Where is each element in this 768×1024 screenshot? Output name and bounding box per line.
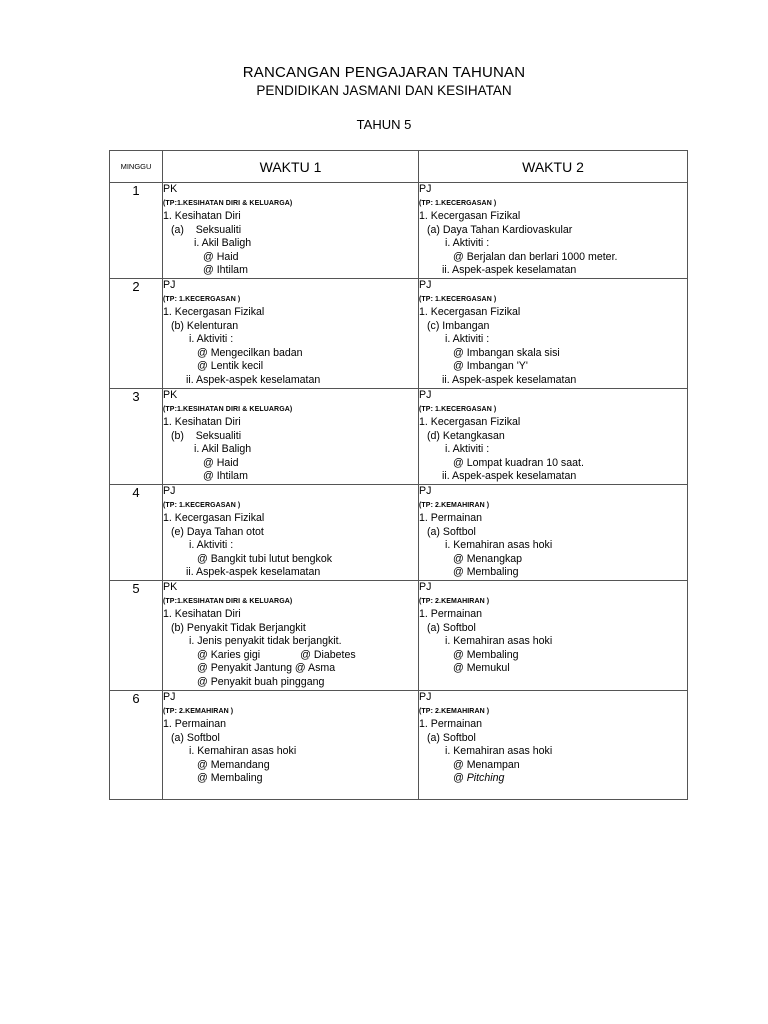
lesson-line: 1. Kecergasan Fizikal [419, 416, 521, 428]
week-number: 5 [110, 581, 163, 691]
lesson-line: @ Imbangan 'Y' [453, 360, 528, 373]
lesson-tp: (TP: 1.KECERGASAN ) [419, 295, 497, 303]
lesson-line: @ Penyakit Jantung @ Asma [197, 662, 336, 675]
table-header-row [110, 151, 688, 183]
lesson-line: i. Kemahiran asas hoki [445, 539, 553, 552]
lesson-line: @ Mengecilkan badan [197, 346, 303, 359]
table-row [110, 581, 688, 691]
lesson-type: PJ [419, 279, 432, 291]
lesson-line: i. Aktiviti : [445, 237, 490, 250]
lesson-tp: (TP: 2.KEMAHIRAN ) [163, 707, 234, 715]
lesson-line: i. Aktiviti : [189, 539, 234, 552]
lesson-line: ii. Aspek-aspek keselamatan [442, 470, 577, 483]
lesson-line: 1. Kesihatan Diri [163, 608, 241, 620]
lesson-tp: (TP:1.KESIHATAN DIRI & KELUARGA) [163, 597, 293, 605]
lesson-line: i. Kemahiran asas hoki [445, 635, 553, 648]
lesson-line: 1. Kecergasan Fizikal [163, 306, 265, 318]
lesson-line: 1. Permainan [419, 512, 483, 524]
lesson-line: @ Lompat kuadran 10 saat. [453, 456, 584, 469]
lesson-tp: (TP:1.KESIHATAN DIRI & KELUARGA) [163, 405, 293, 413]
lesson-type: PJ [163, 691, 176, 703]
lesson-line: (a) Seksualiti [171, 223, 242, 236]
table-row [110, 183, 688, 279]
lesson-line: (b) Kelenturan [171, 319, 239, 332]
lesson-line: (a) Daya Tahan Kardiovaskular [427, 223, 573, 236]
lesson-line: @ Bangkit tubi lutut bengkok [197, 552, 333, 565]
lesson-line: (a) Softbol [427, 731, 476, 744]
page-subtitle: PENDIDIKAN JASMANI DAN KESIHATAN [256, 83, 512, 98]
lesson-line: (e) Daya Tahan otot [171, 525, 264, 538]
waktu-2-cell [419, 183, 688, 279]
lesson-line: (c) Imbangan [427, 319, 490, 332]
lesson-line: @ Lentik kecil [197, 360, 264, 373]
lesson-line: (b) Seksualiti [171, 429, 242, 442]
lesson-line: @ Imbangan skala sisi [453, 346, 560, 359]
lesson-line: @ Memukul [453, 662, 510, 675]
lesson-line: i. Kemahiran asas hoki [445, 745, 553, 758]
lesson-line: 1. Kecergasan Fizikal [419, 210, 521, 222]
lesson-line: @ Membaling [197, 772, 263, 785]
week-number: 4 [110, 485, 163, 581]
lesson-tp: (TP: 1.KECERGASAN ) [419, 199, 497, 207]
lesson-line: @ Berjalan dan berlari 1000 meter. [453, 250, 618, 263]
lesson-line: @ Membaling [453, 566, 519, 579]
header-waktu-1: WAKTU 1 [163, 151, 419, 183]
lesson-line: ii. Aspek-aspek keselamatan [442, 373, 577, 386]
lesson-line: i. Jenis penyakit tidak berjangkit. [189, 635, 342, 648]
lesson-type: PK [163, 183, 178, 195]
table-row [110, 389, 688, 485]
lesson-line: 1. Permainan [163, 718, 227, 730]
lesson-line: (d) Ketangkasan [427, 429, 505, 442]
lesson-line: ii. Aspek-aspek keselamatan [442, 264, 577, 277]
waktu-1-cell [163, 581, 419, 691]
lesson-line: i. Akil Baligh [194, 443, 252, 456]
waktu-2-cell [419, 485, 688, 581]
lesson-line: @ Haid [203, 456, 239, 469]
lesson-type: PK [163, 581, 178, 593]
waktu-2-cell [419, 581, 688, 691]
page-title: RANCANGAN PENGAJARAN TAHUNAN [242, 64, 526, 81]
lesson-line: ii. Aspek-aspek keselamatan [186, 373, 321, 386]
lesson-line: @ Ihtilam [203, 264, 248, 277]
lesson-tp: (TP: 1.KECERGASAN ) [419, 405, 497, 413]
waktu-1-cell [163, 389, 419, 485]
lesson-line: ii. Aspek-aspek keselamatan [186, 566, 321, 579]
lesson-line: @ Menangkap [453, 552, 523, 565]
waktu-1-cell [163, 183, 419, 279]
lesson-line: @ Membaling [453, 648, 519, 661]
lesson-type: PJ [419, 485, 432, 497]
lesson-type: PJ [163, 279, 176, 291]
lesson-line: @ Menampan [453, 758, 520, 771]
lesson-type: PJ [419, 389, 432, 401]
week-number: 2 [110, 279, 163, 389]
lesson-line: 1. Permainan [419, 608, 483, 620]
lesson-line: (a) Softbol [171, 731, 220, 744]
lesson-line: i. Akil Baligh [194, 237, 252, 250]
lesson-type: PJ [419, 581, 432, 593]
lesson-tp: (TP: 2.KEMAHIRAN ) [419, 597, 490, 605]
lesson-line: i. Aktiviti : [445, 443, 490, 456]
lesson-line: @ Ihtilam [203, 470, 248, 483]
lesson-line: @ Haid [203, 250, 239, 263]
lesson-line: 1. Kecergasan Fizikal [419, 306, 521, 318]
lesson-type: PK [163, 389, 178, 401]
waktu-1-cell [163, 691, 419, 800]
page-year: TAHUN 5 [356, 117, 412, 132]
header-minggu: MINGGU [110, 151, 163, 183]
lesson-tp: (TP: 2.KEMAHIRAN ) [419, 501, 490, 509]
lesson-line: 1. Permainan [419, 718, 483, 730]
table-row [110, 691, 688, 800]
waktu-2-cell [419, 691, 688, 800]
lesson-type: PJ [419, 691, 432, 703]
lesson-tp: (TP: 1.KECERGASAN ) [163, 295, 241, 303]
week-number: 3 [110, 389, 163, 485]
week-number: 1 [110, 183, 163, 279]
lesson-line: i. Aktiviti : [445, 333, 490, 346]
lesson-line: 1. Kesihatan Diri [163, 416, 241, 428]
table-row [110, 485, 688, 581]
lesson-line: (b) Penyakit Tidak Berjangkit [171, 621, 306, 634]
waktu-2-cell [419, 389, 688, 485]
lesson-type: PJ [163, 485, 176, 497]
lesson-line: i. Aktiviti : [189, 333, 234, 346]
week-number: 6 [110, 691, 163, 800]
lesson-item: @ Karies gigi [197, 648, 261, 661]
lesson-type: PJ [419, 183, 432, 195]
lesson-line: @ Memandang [197, 758, 270, 771]
lesson-line: @ Pitching [453, 772, 505, 785]
teaching-plan-table [109, 150, 688, 800]
lesson-line: 1. Kesihatan Diri [163, 210, 241, 222]
waktu-1-cell [163, 279, 419, 389]
lesson-line [163, 649, 418, 663]
lesson-line: (a) Softbol [427, 525, 476, 538]
table-row [110, 279, 688, 389]
header-waktu-2: WAKTU 2 [419, 151, 688, 183]
waktu-1-cell [163, 485, 419, 581]
lesson-line: @ Penyakit buah pinggang [197, 675, 325, 688]
waktu-2-cell [419, 279, 688, 389]
lesson-line: (a) Softbol [427, 621, 476, 634]
lesson-tp: (TP: 2.KEMAHIRAN ) [419, 707, 490, 715]
lesson-item: @ Diabetes [300, 648, 356, 661]
lesson-line: i. Kemahiran asas hoki [189, 745, 297, 758]
lesson-tp: (TP:1.KESIHATAN DIRI & KELUARGA) [163, 199, 293, 207]
lesson-tp: (TP: 1.KECERGASAN ) [163, 501, 241, 509]
lesson-line: 1. Kecergasan Fizikal [163, 512, 265, 524]
